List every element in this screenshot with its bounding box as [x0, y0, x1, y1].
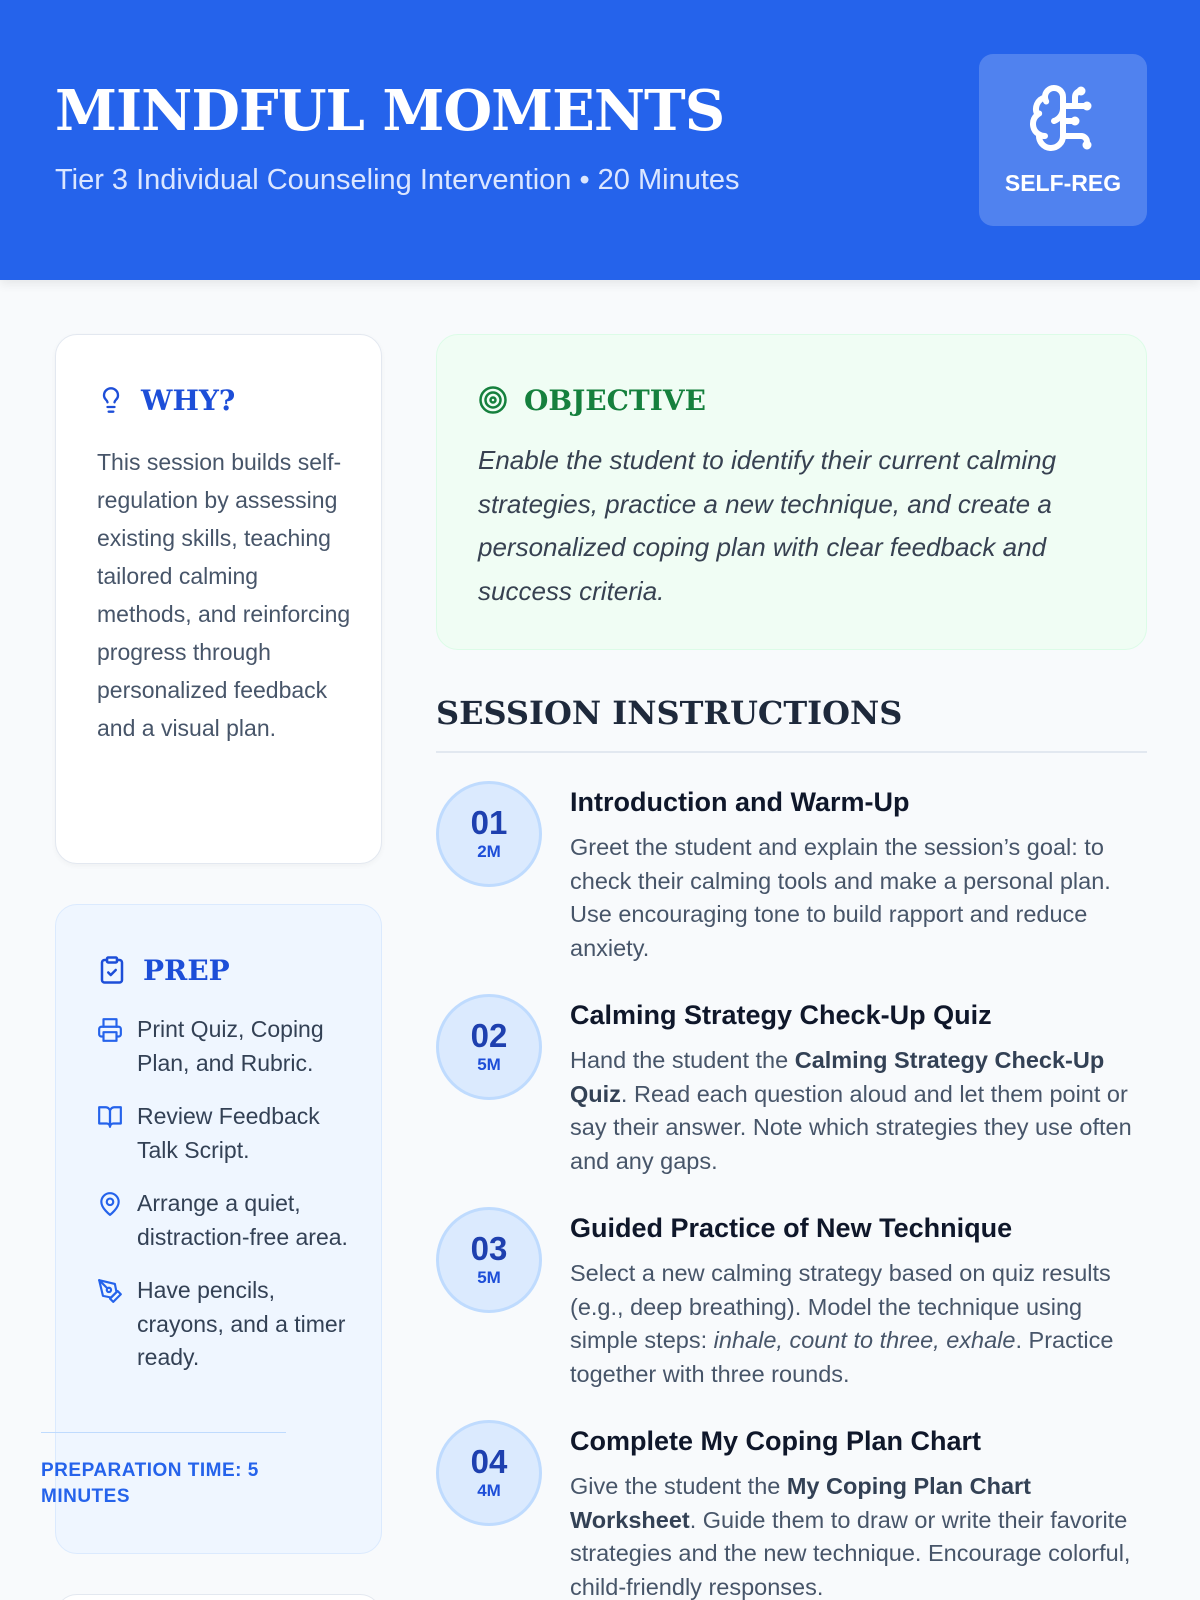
step-number: 02: [470, 1017, 508, 1054]
printer-icon: [97, 1017, 123, 1043]
self-reg-badge: [979, 54, 1147, 226]
step-time: 5M: [477, 1268, 501, 1287]
step-description: [570, 1470, 1147, 1600]
prep-item-text: Review Feedback Talk Script.: [137, 1103, 320, 1163]
clipboard-check-icon: [97, 955, 127, 985]
step-number-badge: [436, 1207, 542, 1313]
target-icon: [478, 385, 508, 415]
session-instructions-title: SESSION INSTRUCTIONS: [436, 694, 903, 732]
quiz-name: Calming Strategy Check-Up Quiz: [570, 1047, 1105, 1107]
step-time: 4M: [477, 1481, 501, 1500]
prep-heading: [97, 953, 230, 987]
step-description: [570, 1257, 1147, 1391]
step-text: Hand the student the: [570, 1047, 795, 1073]
step-number: 03: [470, 1230, 508, 1267]
step-text: . Guide them to draw or write their favorite strategies and the new technique. Encourage colorful, child-friendly responses.: [570, 1506, 1131, 1600]
objective-text: Enable the student to identify their current calming strategies, practice a new technique, and create a personalized coping plan with clear feedback and success criteria.: [478, 445, 1057, 606]
badge-label: SELF-REG: [1004, 170, 1122, 196]
step-time: 2M: [477, 842, 501, 861]
objective-card: [436, 334, 1147, 650]
step-number-badge: [436, 994, 542, 1100]
step-number: 04: [470, 1443, 508, 1480]
page-title: MINDFUL MOMENTS: [55, 78, 725, 144]
step-number-badge: [436, 1420, 542, 1526]
step-text: Greet the student and explain the session’s goal: to check their calming tools and make a personal plan. Use encouraging tone to build rapport and reduce anxiety.: [570, 834, 1111, 961]
why-card: [55, 334, 382, 864]
prep-item-review: [97, 1100, 357, 1167]
section-divider: [436, 751, 1147, 753]
prep-item-supplies: [97, 1274, 357, 1375]
step-text: Select a new calming strategy based on quiz results (e.g., deep breathing). Model the technique using simple steps:: [570, 1260, 1111, 1353]
prep-time: PREPARATION TIME: 5 MINUTES: [41, 1460, 259, 1507]
step-title: Complete My Coping Plan Chart: [570, 1426, 982, 1456]
brain-icon: [1027, 82, 1099, 154]
step-text: . Read each question aloud and let them point or say their answer. Note which strategies they use often and any gaps.: [570, 1080, 1132, 1174]
prep-item-text: Print Quiz, Coping Plan, and Rubric.: [137, 1016, 324, 1076]
prep-title: PREP: [143, 953, 230, 987]
step-title: Calming Strategy Check-Up Quiz: [570, 1000, 992, 1030]
prep-card: [55, 904, 382, 1554]
step-title: Introduction and Warm-Up: [570, 787, 910, 817]
objective-title: OBJECTIVE: [524, 383, 706, 417]
book-open-icon: [97, 1104, 123, 1130]
pencil-icon: [97, 1278, 123, 1304]
objective-heading: [478, 383, 706, 417]
why-title: WHY?: [141, 383, 236, 417]
page-subtitle: Tier 3 Individual Counseling Intervention • 20 Minutes: [55, 164, 740, 196]
step-description: [570, 831, 1147, 965]
prep-item-text: Arrange a quiet, distraction-free area.: [137, 1190, 348, 1250]
prep-item-print: [97, 1013, 357, 1080]
prep-list: [97, 1013, 357, 1395]
prep-item-text: Have pencils, crayons, and a timer ready.: [137, 1277, 346, 1370]
next-card: [55, 1594, 382, 1600]
step-number: 01: [470, 804, 508, 841]
technique-steps: inhale, count to three, exhale: [713, 1327, 1016, 1353]
why-heading: [97, 383, 235, 417]
step-text: . Practice together with three rounds.: [570, 1327, 1114, 1387]
prep-item-arrange: [97, 1187, 357, 1254]
worksheet-name: My Coping Plan Chart Worksheet: [570, 1473, 1032, 1533]
lightbulb-icon: [97, 386, 125, 414]
step-number-badge: [436, 781, 542, 887]
step-text: Give the student the: [570, 1473, 787, 1499]
step-time: 5M: [477, 1055, 501, 1074]
step-description: [570, 1044, 1147, 1178]
map-pin-icon: [97, 1191, 123, 1217]
step-title: Guided Practice of New Technique: [570, 1213, 1013, 1243]
why-text: This session builds self-regulation by assessing existing skills, teaching tailored calming methods, and reinforcing progress through personalized feedback and a visual plan.: [97, 449, 351, 741]
header-banner: [0, 0, 1200, 280]
prep-divider: [41, 1432, 286, 1433]
